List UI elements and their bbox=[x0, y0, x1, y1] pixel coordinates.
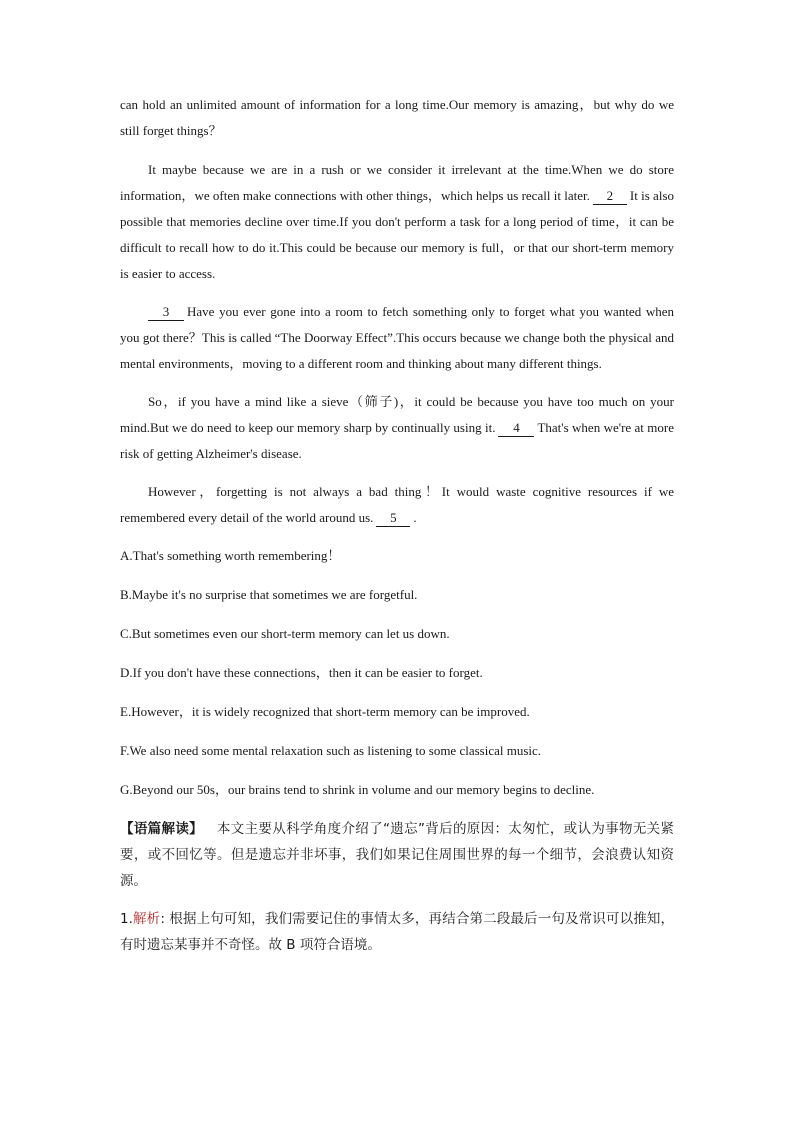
blank-3: 3 bbox=[148, 304, 184, 321]
option-d: D.If you don't have these connections，then it can be easier to forget. bbox=[120, 665, 483, 680]
options-list bbox=[120, 543, 674, 803]
option-g: G.Beyond our 50s，our brains tend to shrink in volume and our memory begins to decline. bbox=[120, 782, 595, 797]
paragraph-5-text-b: . bbox=[413, 510, 417, 525]
paragraph-5 bbox=[120, 479, 674, 531]
answer-1-number: 1. bbox=[120, 911, 133, 927]
option-f: F.We also need some mental relaxation such as listening to some classical music. bbox=[120, 743, 542, 758]
paragraph-3-text: Have you ever gone into a room to fetch something only to forget what you wanted when you got there？This is called “The Doorway Effect”.This occurs because we change both the physical and mental environments，moving to a different room and thinking about many different things. bbox=[120, 304, 674, 371]
analysis-text: 本文主要从科学角度介绍了“遗忘”背后的原因：太匆忙，或认为事物无关紧要，或不回忆等。但是遗忘并非坏事，我们如果记住周围世界的每一个细节，会浪费认知资源。 bbox=[120, 821, 675, 889]
blank-2: 2 bbox=[593, 188, 627, 205]
paragraph-2 bbox=[120, 157, 674, 287]
paragraph-4-text-b: That's when we're at more risk of getting Alzheimer's disease. bbox=[120, 420, 674, 461]
paragraph-3 bbox=[120, 299, 674, 377]
paragraph-5-text-a: However，forgetting is not always a bad thing！It would waste cognitive resources if we remembered every detail of the world around us. bbox=[120, 484, 674, 525]
paragraph-4-text-a: So，if you have a mind like a sieve（筛子)，it could be because you have too much on your mind.But we do need to keep our memory sharp by continually using it. bbox=[120, 394, 674, 435]
paragraph-2-text-b: It is also possible that memories decline over time.If you don't perform a task for a long period of time，it can be difficult to recall how to do it.This could be because our memory is full，or that our short-term memory is easier to access. bbox=[120, 188, 674, 281]
passage-analysis bbox=[120, 816, 674, 894]
option-a: A.That's something worth remembering！ bbox=[120, 548, 341, 563]
option-b: B.Maybe it's no surprise that sometimes we are forgetful. bbox=[120, 587, 418, 602]
answer-1-explanation: 1.解析: 根据上句可知，我们需要记住的事情太多，再结合第二段最后一句及常识可以推知，有时遗忘某事并不奇怪。故 B 项符合语境。 bbox=[120, 911, 675, 953]
document-content bbox=[120, 92, 674, 970]
option-c: C.But sometimes even our short-term memory can let us down. bbox=[120, 626, 450, 641]
analysis-tag: 【语篇解读】 bbox=[120, 821, 204, 837]
answer-1-label: 解析 bbox=[132, 911, 161, 927]
blank-5: 5 bbox=[376, 510, 410, 527]
paragraph-2-text-a: It maybe because we are in a rush or we consider it irrelevant at the time.When we do store information，we often make connections with other things，which helps us recall it later. bbox=[120, 162, 674, 203]
paragraph-4 bbox=[120, 389, 674, 467]
answer-1-text: 根据上句可知，我们需要记住的事情太多，再结合第二段最后一句及常识可以推知，有时遗忘某事并不奇怪。故 B 项符合语境。 bbox=[120, 911, 675, 953]
option-e: E.However，it is widely recognized that short-term memory can be improved. bbox=[120, 704, 530, 719]
blank-4: 4 bbox=[498, 420, 534, 437]
paragraph-1: can hold an unlimited amount of information for a long time.Our memory is amazing，but why do we still forget things？ bbox=[120, 97, 674, 138]
